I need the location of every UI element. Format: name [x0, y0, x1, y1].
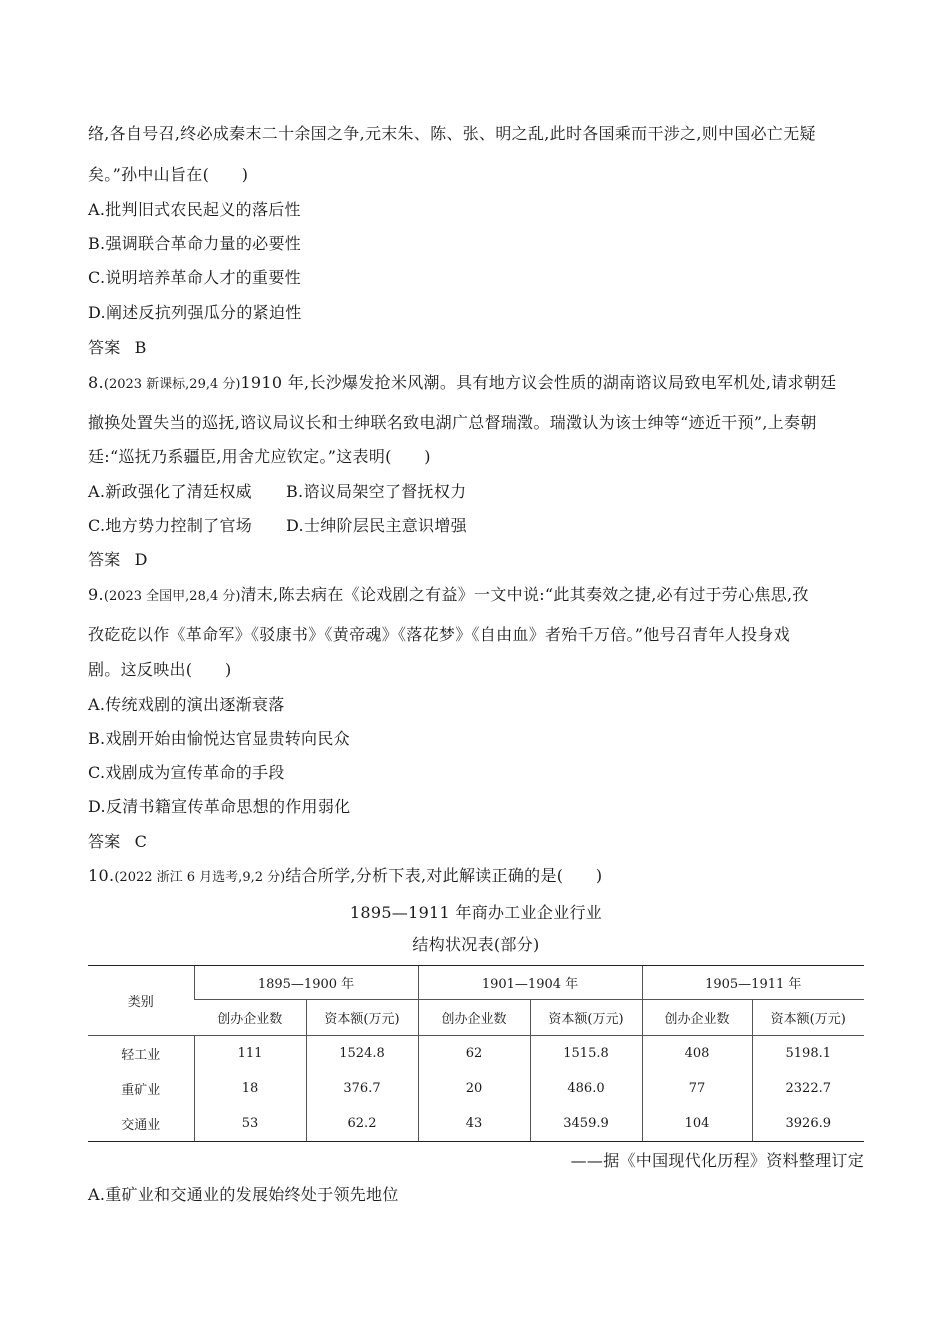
table-row — [88, 1106, 864, 1142]
q8-option-d: D.士绅阶层民主意识增强 — [286, 516, 467, 535]
row-category: 轻工业 — [121, 1048, 161, 1063]
q9-option-b: B.戏剧开始由愉悦达官显贵转向民众 — [88, 729, 350, 748]
q8-stem-line: 廷:“巡抚乃系疆臣,用舍尤应钦定。”这表明( ) — [88, 447, 431, 466]
sub-header: 创办企业数 — [642, 1000, 752, 1036]
q7-answer — [88, 337, 868, 359]
answer-value: B — [134, 338, 147, 357]
q9-stem-line: 孜矻矻以作《革命军》《驳康书》《黄帝魂》《落花梦》《自由血》者殆千万倍。”他号召青年人投身戏 — [88, 625, 790, 644]
question-source: (2023 全国甲,28,4 分) — [103, 589, 241, 604]
sub-header: 创办企业数 — [418, 1000, 530, 1036]
table-cell: 104 — [642, 1106, 752, 1142]
q10-option-a: A.重矿业和交通业的发展始终处于领先地位 — [88, 1185, 399, 1204]
question-number: 8. — [88, 373, 104, 392]
table-cell: 62 — [418, 1036, 530, 1072]
table-cell: 77 — [642, 1071, 752, 1106]
q8-stem-line: 撤换处置失当的巡抚,谘议局议长和士绅联名致电湖广总督瑞澂。瑞澂认为该士绅等“迹近干预”,上奏朝 — [88, 413, 817, 432]
question-text: 结合所学,分析下表,对此解读正确的是( ) — [285, 866, 603, 885]
question-source: (2022 浙江 6 月选考,9,2 分) — [114, 870, 286, 885]
table-cell: 20 — [418, 1071, 530, 1106]
table-cell: 18 — [194, 1071, 306, 1106]
q8-stem-line — [88, 372, 868, 396]
period-header: 1895—1900 年 — [194, 966, 418, 1000]
q8-option-b: B.谘议局架空了督抚权力 — [286, 482, 467, 501]
question-text: 清末,陈去病在《论戏剧之有益》一文中说:“此其奏效之捷,必有过于劳心焦思,孜 — [240, 585, 809, 604]
table-cell: 43 — [418, 1106, 530, 1142]
answer-label: 答案 — [88, 338, 121, 357]
table-cell: 5198.1 — [752, 1036, 864, 1072]
sub-header: 资本额(万元) — [752, 1000, 864, 1036]
table-cell: 3459.9 — [530, 1106, 642, 1142]
sub-header: 创办企业数 — [194, 1000, 306, 1036]
answer-label: 答案 — [88, 832, 121, 851]
q7-option-d: D.阐述反抗列强瓜分的紧迫性 — [88, 303, 302, 322]
table-row — [88, 1036, 864, 1072]
q8-option-a: A.新政强化了清廷权威 — [88, 482, 252, 501]
answer-value: D — [134, 550, 148, 569]
question-number: 9. — [88, 585, 104, 604]
period-header: 1905—1911 年 — [642, 966, 864, 1000]
period-header: 1901—1904 年 — [418, 966, 642, 1000]
question-number: 10. — [88, 866, 115, 885]
q7-text-line: 矣。”孙中山旨在( ) — [88, 165, 249, 184]
q7-option-a: A.批判旧式农民起义的落后性 — [88, 200, 301, 219]
table-cell: 2322.7 — [752, 1071, 864, 1106]
table-header-row — [88, 966, 864, 1000]
q9-option-a: A.传统戏剧的演出逐渐衰落 — [88, 695, 285, 714]
q7-option-b: B.强调联合革命力量的必要性 — [88, 234, 302, 253]
table-cell: 62.2 — [306, 1106, 418, 1142]
table-cell: 111 — [194, 1036, 306, 1072]
sub-header: 资本额(万元) — [530, 1000, 642, 1036]
q10-stem-line — [88, 865, 868, 889]
table-title: 1895—1911 年商办工业企业行业 — [349, 903, 603, 922]
table-cell: 3926.9 — [752, 1106, 864, 1142]
question-text: 1910 年,长沙爆发抢米风潮。具有地方议会性质的湖南谘议局致电军机处,请求朝廷 — [240, 373, 837, 392]
table-cell: 486.0 — [530, 1071, 642, 1106]
row-category: 交通业 — [88, 1106, 194, 1142]
table-subheader-row — [88, 1000, 864, 1036]
table-cell: 1524.8 — [306, 1036, 418, 1072]
q9-stem-line: 剧。这反映出( ) — [88, 660, 232, 679]
q8-options-row — [88, 515, 868, 537]
table-cell: 53 — [194, 1106, 306, 1142]
table-cell: 408 — [642, 1036, 752, 1072]
answer-label: 答案 — [88, 550, 121, 569]
question-source: (2023 新课标,29,4 分) — [103, 377, 241, 392]
q9-option-d: D.反清书籍宣传革命思想的作用弱化 — [88, 797, 351, 816]
q9-answer — [88, 831, 868, 853]
corner-header: 类别 — [88, 966, 194, 1036]
q8-option-c: C.地方势力控制了官场 — [88, 516, 253, 535]
table-subtitle: 结构状况表(部分) — [412, 935, 540, 954]
table-cell: 1515.8 — [530, 1036, 642, 1072]
q9-stem-line — [88, 584, 868, 608]
q7-text-line: 络,各自号召,终必成秦末二十余国之争,元末朱、陈、张、明之乱,此时各国乘而干涉之,则中国必亡无疑 — [88, 124, 816, 143]
q7-option-c: C.说明培养革命人才的重要性 — [88, 268, 301, 287]
table-cell: 376.7 — [306, 1071, 418, 1106]
table-row — [88, 1071, 864, 1106]
industry-table — [88, 965, 864, 1142]
q9-option-c: C.戏剧成为宣传革命的手段 — [88, 763, 285, 782]
row-category: 重矿业 — [121, 1083, 161, 1098]
q8-options-row — [88, 481, 868, 503]
answer-value: C — [134, 832, 148, 851]
sub-header: 资本额(万元) — [306, 1000, 418, 1036]
q8-answer — [88, 549, 868, 571]
table-source-note: ——据《中国现代化历程》资料整理订定 — [570, 1151, 864, 1170]
